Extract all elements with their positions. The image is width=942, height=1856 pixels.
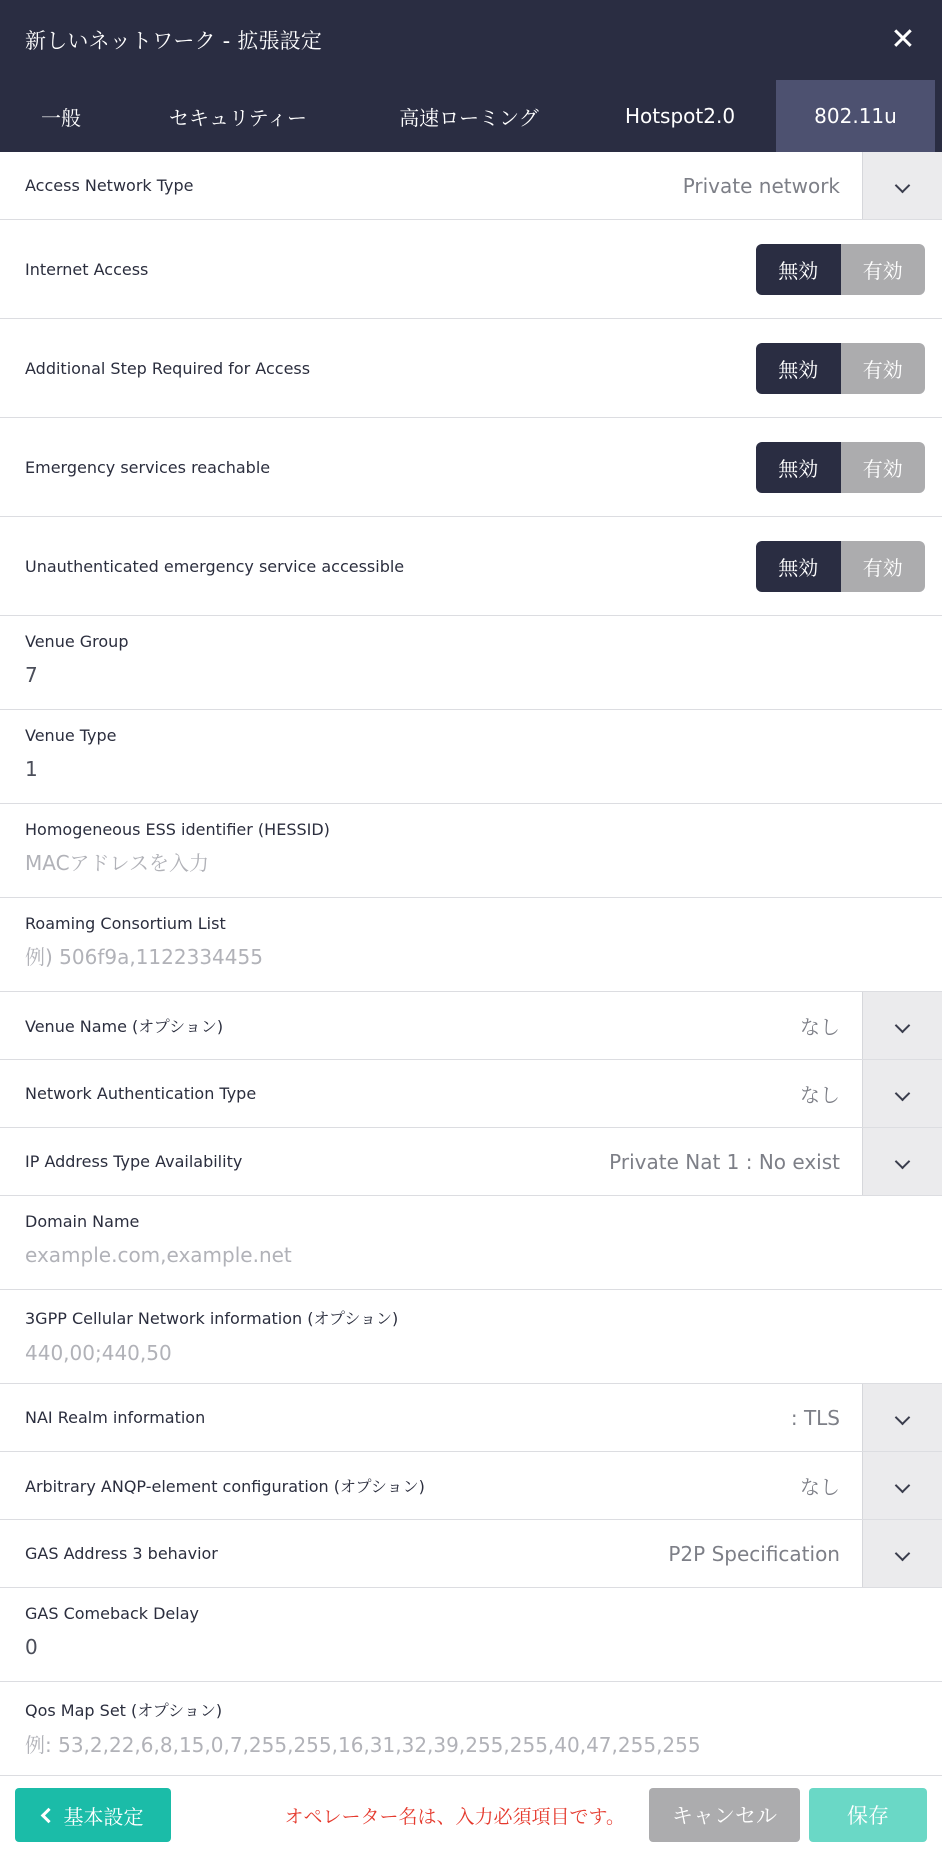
tab-fast-roaming[interactable]: 高速ローミング: [399, 105, 539, 130]
close-icon[interactable]: ✕: [890, 22, 916, 57]
settings-list: [0, 152, 942, 1776]
gas-comeback-label: GAS Comeback Delay: [25, 1604, 199, 1623]
internet-access-row: [0, 220, 942, 319]
network-auth-type-dropdown[interactable]: [862, 1060, 942, 1127]
unauth-emergency-enable-option[interactable]: 有効: [841, 541, 926, 592]
access-network-type-value[interactable]: Private network: [682, 173, 840, 198]
venue-type-label: Venue Type: [25, 726, 117, 745]
network-auth-type-label: Network Authentication Type: [25, 1084, 257, 1103]
qos-map-set-input[interactable]: [25, 1733, 905, 1757]
gas-comeback-input[interactable]: [25, 1635, 905, 1659]
qos-map-set-label: Qos Map Set (オプション): [25, 1701, 223, 1720]
chevron-down-icon: [895, 178, 911, 194]
chevron-down-icon: [895, 1410, 911, 1426]
tab-80211u[interactable]: 802.11u: [776, 80, 935, 152]
chevron-down-icon: [895, 1154, 911, 1170]
qos-map-set-row: [0, 1682, 942, 1776]
venue-group-row: [0, 616, 942, 710]
roaming-consortium-row: [0, 898, 942, 992]
venue-type-row: [0, 710, 942, 804]
venue-group-label: Venue Group: [25, 632, 129, 651]
access-network-type-label: Access Network Type: [25, 176, 194, 195]
domain-name-label: Domain Name: [25, 1212, 140, 1231]
tab-security[interactable]: セキュリティー: [169, 105, 307, 130]
save-button[interactable]: 保存: [809, 1788, 927, 1842]
internet-access-disable-option[interactable]: 無効: [756, 244, 841, 295]
gas-address3-dropdown[interactable]: [862, 1520, 942, 1587]
roaming-consortium-input[interactable]: [25, 945, 905, 969]
anqp-element-row: [0, 1452, 942, 1520]
internet-access-enable-option[interactable]: 有効: [841, 244, 926, 295]
unauth-emergency-toggle: [756, 541, 925, 592]
anqp-element-value[interactable]: なし: [800, 1475, 840, 1499]
access-network-type-dropdown[interactable]: [862, 152, 942, 219]
unauth-emergency-row: [0, 517, 942, 616]
emergency-reachable-toggle: [756, 442, 925, 493]
hessid-label: Homogeneous ESS identifier (HESSID): [25, 820, 330, 839]
hessid-row: [0, 804, 942, 898]
dialog-header: [0, 0, 942, 80]
chevron-down-icon: [895, 1546, 911, 1562]
tab-hotspot20[interactable]: Hotspot2.0: [624, 104, 736, 128]
venue-group-input[interactable]: [25, 663, 905, 687]
back-button-label: 基本設定: [63, 1804, 144, 1829]
chevron-left-icon: [40, 1808, 56, 1824]
additional-step-toggle: [756, 343, 925, 394]
access-network-type-row: [0, 152, 942, 220]
ip-address-type-value[interactable]: Private Nat 1 : No exist: [609, 1149, 840, 1174]
dialog-title: 新しいネットワーク - 拡張設定: [25, 29, 323, 53]
gas-comeback-row: [0, 1588, 942, 1682]
unauth-emergency-label: Unauthenticated emergency service accessible: [25, 556, 405, 576]
gas-address3-row: [0, 1520, 942, 1588]
internet-access-toggle: [756, 244, 925, 295]
domain-name-row: [0, 1196, 942, 1290]
gas-address3-label: GAS Address 3 behavior: [25, 1544, 218, 1563]
anqp-element-dropdown[interactable]: [862, 1452, 942, 1519]
emergency-reachable-row: [0, 418, 942, 517]
chevron-down-icon: [895, 1478, 911, 1494]
emergency-reachable-enable-option[interactable]: 有効: [841, 442, 926, 493]
cellular-info-label: 3GPP Cellular Network information (オプション): [25, 1309, 399, 1328]
internet-access-label: Internet Access: [25, 259, 149, 279]
additional-step-enable-option[interactable]: 有効: [841, 343, 926, 394]
network-auth-type-value[interactable]: なし: [800, 1083, 840, 1107]
nai-realm-row: [0, 1384, 942, 1452]
domain-name-input[interactable]: [25, 1243, 905, 1267]
chevron-down-icon: [895, 1086, 911, 1102]
additional-step-row: [0, 319, 942, 418]
back-to-basic-settings-button[interactable]: [15, 1788, 171, 1842]
nai-realm-label: NAI Realm information: [25, 1408, 206, 1427]
emergency-reachable-disable-option[interactable]: 無効: [756, 442, 841, 493]
roaming-consortium-label: Roaming Consortium List: [25, 914, 226, 933]
ip-address-type-row: [0, 1128, 942, 1196]
venue-type-input[interactable]: [25, 757, 905, 781]
venue-name-row: [0, 992, 942, 1060]
nai-realm-value[interactable]: : TLS: [790, 1405, 840, 1430]
venue-name-label: Venue Name (オプション): [25, 1017, 224, 1036]
validation-error-message: オペレーター名は、入力必須項目です。: [284, 1805, 625, 1828]
nai-realm-dropdown[interactable]: [862, 1384, 942, 1451]
tab-bar: [0, 80, 942, 152]
chevron-down-icon: [895, 1018, 911, 1034]
ip-address-type-dropdown[interactable]: [862, 1128, 942, 1195]
hessid-input[interactable]: [25, 851, 905, 875]
additional-step-disable-option[interactable]: 無効: [756, 343, 841, 394]
venue-name-dropdown[interactable]: [862, 992, 942, 1059]
network-auth-type-row: [0, 1060, 942, 1128]
anqp-element-label: Arbitrary ANQP-element configuration (オプション): [25, 1477, 425, 1496]
cancel-button[interactable]: キャンセル: [649, 1788, 800, 1842]
gas-address3-value[interactable]: P2P Specification: [668, 1541, 840, 1566]
dialog-footer: [0, 1774, 942, 1856]
venue-name-value[interactable]: なし: [800, 1015, 840, 1039]
emergency-reachable-label: Emergency services reachable: [25, 457, 271, 477]
unauth-emergency-disable-option[interactable]: 無効: [756, 541, 841, 592]
ip-address-type-label: IP Address Type Availability: [25, 1152, 243, 1171]
additional-step-label: Additional Step Required for Access: [25, 358, 311, 378]
tab-general[interactable]: 一般: [41, 105, 81, 130]
cellular-info-input[interactable]: [25, 1341, 905, 1365]
cellular-info-row: [0, 1290, 942, 1384]
